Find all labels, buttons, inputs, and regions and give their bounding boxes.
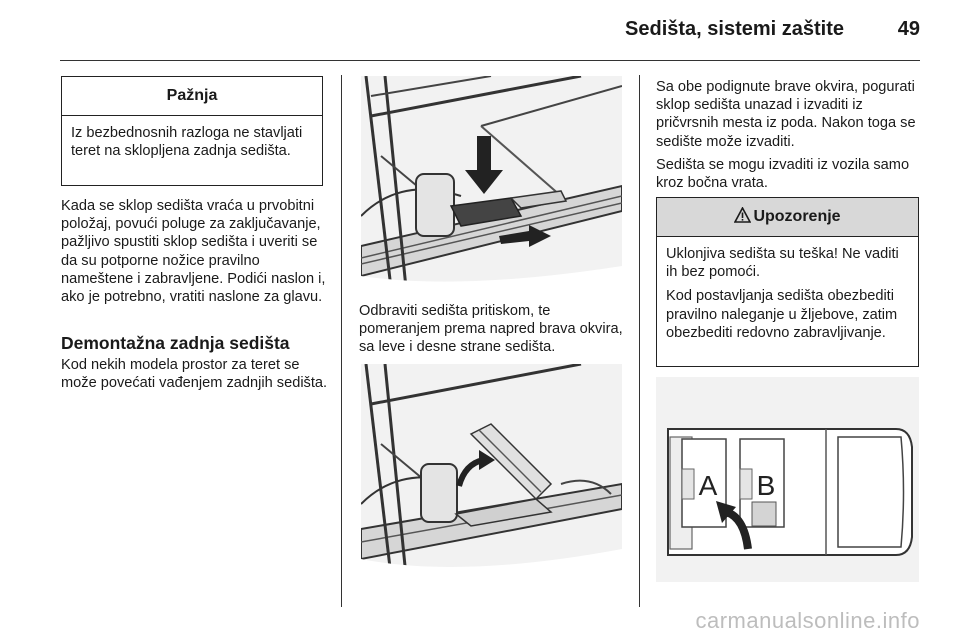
warning-box <box>656 197 919 367</box>
watermark: carmanualsonline.info <box>695 608 920 633</box>
seat-b-label: B <box>756 470 776 501</box>
section-title: Sedišta, sistemi zaštite <box>625 18 844 40</box>
warning-triangle-icon <box>734 200 751 238</box>
warning-text-install: Kod postavljanja sedišta obezbediti pravilno naleganje u žljebove, zatim obezbediti redovno zabravljivanje. <box>666 288 898 341</box>
paragraph-seat-return: Kada se sklop sedišta vraća u prvobitni položaj, povući poluge za zaključavanje, pažljivo spustiti sklop sedišta i uveriti se da su potporne nožice pravilno nameštene i zabravljene. Podići naslon i, ako je potrebno, vratiti naslone za glavu. <box>61 198 326 306</box>
figure-caption: Odbraviti sedišta pritiskom, te pomeranjem prema napred brava okvira, sa leve i desne strane sedišta. <box>359 303 623 356</box>
warning-title: Upozorenje <box>753 208 841 225</box>
figure-vehicle-top-view <box>656 377 919 582</box>
page-header <box>60 0 920 61</box>
figure-seat-lock-lift <box>361 364 622 576</box>
seat-a-label: A <box>698 470 718 501</box>
caution-title: Pažnja <box>62 77 322 116</box>
column-divider <box>341 75 342 607</box>
page-number: 49 <box>897 18 920 40</box>
figure-seat-lock-press <box>361 76 622 288</box>
warning-text-heavy: Uklonjiva sedišta su teška! Ne vaditi ih bez pomoći. <box>666 246 899 281</box>
paragraph-removable-seats: Kod nekih modela prostor za teret se može povećati vađenjem zadnjih sedišta. <box>61 357 328 392</box>
caution-text: Iz bezbednosnih razloga ne stavljati teret na sklopljena zadnja sedišta. <box>71 125 303 160</box>
section-heading: Demontažna zadnja sedišta <box>61 333 290 353</box>
column-divider <box>639 75 640 607</box>
paragraph-side-doors: Sedišta se mogu izvaditi iz vozila samo kroz bočna vrata. <box>656 157 910 192</box>
warning-header <box>657 198 918 237</box>
paragraph-push-back: Sa obe podignute brave okvira, pogurati sklop sedišta unazad i izvaditi iz pričvrsnih mesta iz poda. Nakon toga se sedište može izvaditi. <box>656 79 916 150</box>
caution-box <box>61 76 323 186</box>
